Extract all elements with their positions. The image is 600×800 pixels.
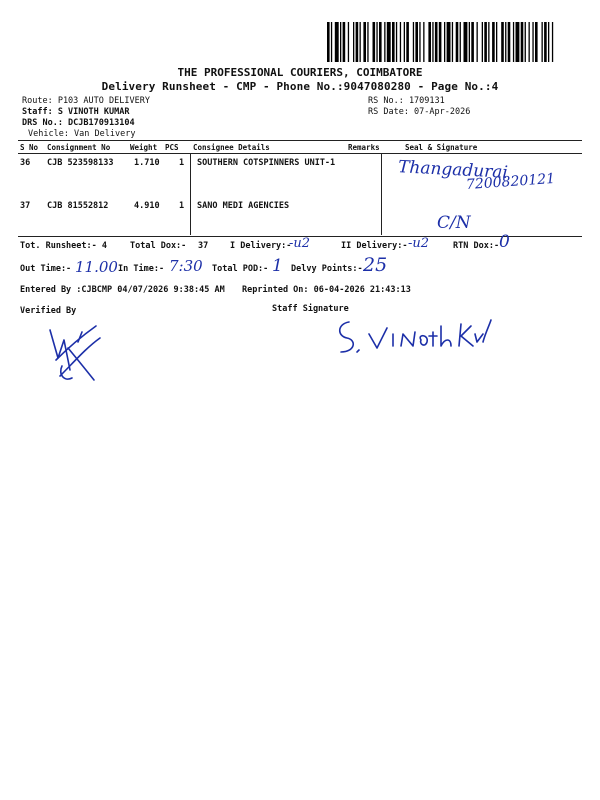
- barcode-bar: [331, 22, 332, 62]
- barcode-bar: [439, 22, 442, 62]
- barcode-bar: [432, 22, 433, 62]
- barcode-bar: [343, 22, 346, 62]
- delvy-points-value: 25: [363, 254, 388, 276]
- total-pod-label: Total POD:-: [212, 264, 269, 274]
- i-delivery-label: I Delivery:-: [230, 241, 292, 251]
- barcode-bar: [404, 22, 405, 62]
- column-divider: [190, 153, 191, 235]
- row-consignment: CJB 523598133: [47, 158, 114, 168]
- reprinted-on: Reprinted On: 06-04-2026 21:43:13: [242, 285, 411, 295]
- row-sno: 37: [20, 201, 31, 211]
- barcode-bar: [496, 22, 497, 62]
- barcode-bar: [488, 22, 489, 62]
- barcode-bar: [456, 22, 459, 62]
- barcode-bar: [484, 22, 487, 62]
- verifier-signature: [38, 318, 108, 388]
- barcode-bar: [435, 22, 438, 62]
- barcode-bar: [521, 22, 524, 62]
- barcode-bar: [396, 22, 397, 62]
- total-dox-label: Total Dox:-: [130, 241, 187, 251]
- column-divider: [381, 153, 382, 235]
- tot-runsheet: Tot. Runsheet:- 4: [20, 241, 107, 251]
- barcode-bar: [379, 22, 382, 62]
- rs-date: RS Date: 07-Apr-2026: [368, 107, 471, 117]
- barcode-bar: [469, 22, 470, 62]
- barcode-bar: [387, 22, 391, 62]
- barcode-bar: [413, 22, 414, 62]
- barcode-bar: [415, 22, 418, 62]
- barcode-bar: [516, 22, 520, 62]
- table-top-line: [18, 140, 582, 141]
- header-seal: Seal & Signature: [405, 143, 478, 152]
- barcode-bar: [552, 22, 553, 62]
- barcode-bar: [482, 22, 483, 62]
- in-time-label: In Time:-: [118, 264, 165, 274]
- route-info: Route: P103 AUTO DELIVERY: [22, 96, 150, 106]
- barcode-bar: [423, 22, 424, 62]
- barcode-bar: [544, 22, 547, 62]
- staff-info: Staff: S VINOTH KUMAR: [22, 107, 130, 117]
- barcode-bar: [542, 22, 543, 62]
- barcode-bar: [384, 22, 385, 62]
- barcode-bar: [447, 22, 451, 62]
- barcode-bar: [356, 22, 359, 62]
- barcode-bar: [406, 22, 409, 62]
- handwritten-receiver-name: Thangadurai: [397, 157, 509, 183]
- barcode-bar: [492, 22, 495, 62]
- row-pcs: 1: [179, 158, 185, 168]
- barcode-bar: [353, 22, 354, 62]
- row-details: SANO MEDI AGENCIES: [197, 201, 290, 211]
- barcode-bar: [340, 22, 341, 62]
- out-time-label: Out Time:-: [20, 264, 72, 274]
- barcode-bar: [471, 22, 474, 62]
- barcode-bar: [501, 22, 504, 62]
- drs-info: DRS No.: DCJB170913104: [22, 118, 135, 128]
- i-delivery-mark: -u2: [289, 236, 311, 251]
- barcode-bar: [444, 22, 445, 62]
- rtn-dox-mark: 0: [499, 232, 510, 252]
- barcode-bar: [367, 22, 368, 62]
- row-weight: 4.910: [134, 201, 160, 211]
- row-pcs: 1: [179, 201, 185, 211]
- barcode-bar: [376, 22, 377, 62]
- total-dox-value: 37: [198, 241, 209, 251]
- staff-signature-label: Staff Signature: [272, 304, 349, 314]
- handwritten-cn-mark: C/N: [437, 213, 471, 233]
- barcode-bar: [360, 22, 361, 62]
- barcode-bar: [513, 22, 514, 62]
- barcode-bar: [419, 22, 420, 62]
- barcode-bar: [477, 22, 478, 62]
- barcode-bar: [532, 22, 533, 62]
- barcode-bar: [464, 22, 468, 62]
- barcode-bar: [428, 22, 431, 62]
- row-consignment: CJB 81552812: [47, 201, 109, 211]
- barcode-bar: [525, 22, 526, 62]
- barcode-bar: [505, 22, 506, 62]
- barcode-bar: [363, 22, 366, 62]
- handwritten-receiver-phone: 7200820121: [465, 170, 556, 194]
- row-details: SOUTHERN COTSPINNERS UNIT-1: [197, 158, 336, 168]
- ii-delivery-mark: -u2: [408, 236, 430, 251]
- verified-by-label: Verified By: [20, 306, 77, 316]
- barcode-bar: [535, 22, 538, 62]
- barcode-bar: [548, 22, 549, 62]
- in-time-value: 7:30: [169, 257, 203, 275]
- runsheet-subtitle: Delivery Runsheet - CMP - Phone No.:9047080280 - Page No.:4: [101, 80, 499, 93]
- header-remarks: Remarks: [348, 143, 380, 152]
- staff-signature: [333, 312, 493, 360]
- delvy-points-label: Delvy Points:-: [291, 264, 363, 274]
- row-sno: 36: [20, 158, 31, 168]
- header-sno: S No: [20, 143, 39, 152]
- vehicle-info: Vehicle: Van Delivery: [28, 129, 136, 139]
- rs-number: RS No.: 1709131: [368, 96, 445, 106]
- header-pcs: PCS: [165, 143, 179, 152]
- barcode-bar: [529, 22, 530, 62]
- barcode-bar: [348, 22, 349, 62]
- header-consignment: Consignment No: [47, 143, 111, 152]
- row-weight: 1.710: [134, 158, 160, 168]
- barcode-bar: [392, 22, 395, 62]
- total-pod-value: 1: [272, 256, 283, 276]
- table-header-line: [18, 153, 582, 154]
- barcode-icon: [325, 22, 559, 62]
- barcode-bar: [335, 22, 339, 62]
- header-weight: Weight: [130, 143, 158, 152]
- ii-delivery-label: II Delivery:-: [341, 241, 408, 251]
- header-details: Consignee Details: [193, 143, 270, 152]
- barcode-bar: [460, 22, 461, 62]
- barcode-bar: [400, 22, 401, 62]
- entered-by: Entered By :CJBCMP 04/07/2026 9:38:45 AM: [20, 285, 225, 295]
- barcode-bar: [373, 22, 376, 62]
- rtn-dox-label: RTN Dox:-: [453, 241, 500, 251]
- company-title: THE PROFESSIONAL COURIERS, COIMBATORE: [177, 66, 423, 79]
- out-time-value: 11.00: [75, 258, 118, 276]
- barcode-bar: [508, 22, 511, 62]
- barcode-bar: [452, 22, 453, 62]
- barcode-bar: [327, 22, 330, 62]
